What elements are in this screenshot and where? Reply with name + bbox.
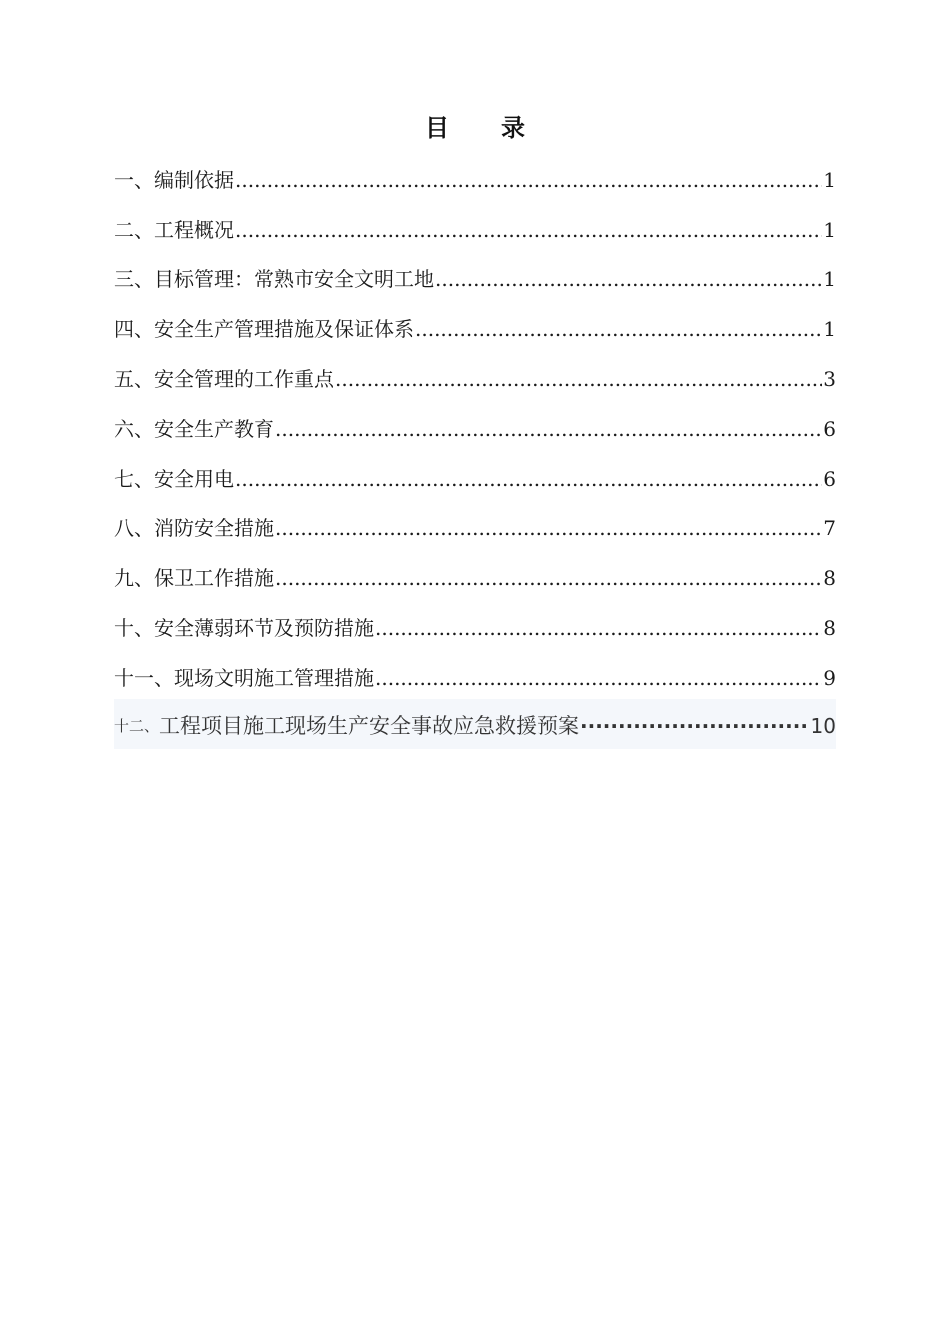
- toc-dot-leader: [580, 714, 810, 738]
- toc-entry-title: 三、目标管理：常熟市安全文明工地: [114, 267, 434, 292]
- toc-entry-title: 二、工程概况: [114, 217, 234, 242]
- toc-dot-leader: [235, 168, 822, 192]
- toc-dot-leader: [375, 616, 822, 640]
- toc-entry[interactable]: [114, 251, 836, 301]
- toc-dot-leader: [235, 218, 822, 242]
- toc-dot-leader: [415, 317, 822, 341]
- toc-entry-title: 四、安全生产管理措施及保证体系: [114, 317, 414, 342]
- toc-entry-title: 七、安全用电: [114, 466, 234, 491]
- toc-entry-number: 十二、: [114, 716, 160, 735]
- toc-entry[interactable]: [114, 500, 836, 550]
- toc-page-number: 1: [823, 267, 836, 292]
- toc-dot-leader: [275, 566, 822, 590]
- toc-entry[interactable]: [114, 201, 836, 251]
- toc-entry[interactable]: [114, 649, 836, 699]
- toc-page-number: 1: [823, 167, 836, 192]
- toc-entry[interactable]: [114, 400, 836, 450]
- toc-page-number: 1: [823, 317, 836, 342]
- toc-page-number: 8: [823, 566, 836, 591]
- toc-title-char-2: 录: [501, 114, 525, 142]
- toc-page-number: 8: [823, 615, 836, 640]
- toc-dot-leader: [275, 516, 822, 540]
- toc-page-number: 1: [823, 217, 836, 242]
- toc-title-char-1: 目: [425, 114, 449, 142]
- toc-entry[interactable]: [114, 300, 836, 350]
- toc-entry[interactable]: [114, 450, 836, 500]
- toc-page-number: 3: [823, 366, 836, 391]
- toc-page-number: 10: [810, 713, 836, 738]
- toc-page-number: 7: [823, 516, 836, 541]
- toc-dot-leader: [435, 267, 822, 291]
- toc-entry[interactable]: [114, 549, 836, 599]
- toc-entry-highlighted[interactable]: [114, 699, 836, 749]
- toc-page-number: 9: [823, 665, 836, 690]
- toc-entry[interactable]: [114, 350, 836, 400]
- toc-dot-leader: [235, 467, 822, 491]
- toc-entry-title: 五、安全管理的工作重点: [114, 366, 334, 391]
- toc-entry[interactable]: [114, 151, 836, 201]
- toc-entry-title: 十、安全薄弱环节及预防措施: [114, 615, 374, 640]
- toc-dot-leader: [275, 417, 822, 441]
- toc-entry-title: 工程项目施工现场生产安全事故应急救援预案: [159, 713, 580, 738]
- toc-list: [114, 151, 836, 749]
- toc-entry-title: 九、保卫工作措施: [114, 566, 274, 591]
- toc-entry-title: 十一、现场文明施工管理措施: [114, 665, 374, 690]
- toc-dot-leader: [375, 666, 822, 690]
- toc-entry-title: 一、编制依据: [114, 167, 234, 192]
- toc-entry-title: 八、消防安全措施: [114, 516, 274, 541]
- toc-page-number: 6: [823, 466, 836, 491]
- toc-entry-title: 六、安全生产教育: [114, 416, 274, 441]
- toc-dot-leader: [335, 367, 822, 391]
- toc-title: [0, 108, 950, 143]
- toc-page-number: 6: [823, 416, 836, 441]
- toc-entry[interactable]: [114, 599, 836, 649]
